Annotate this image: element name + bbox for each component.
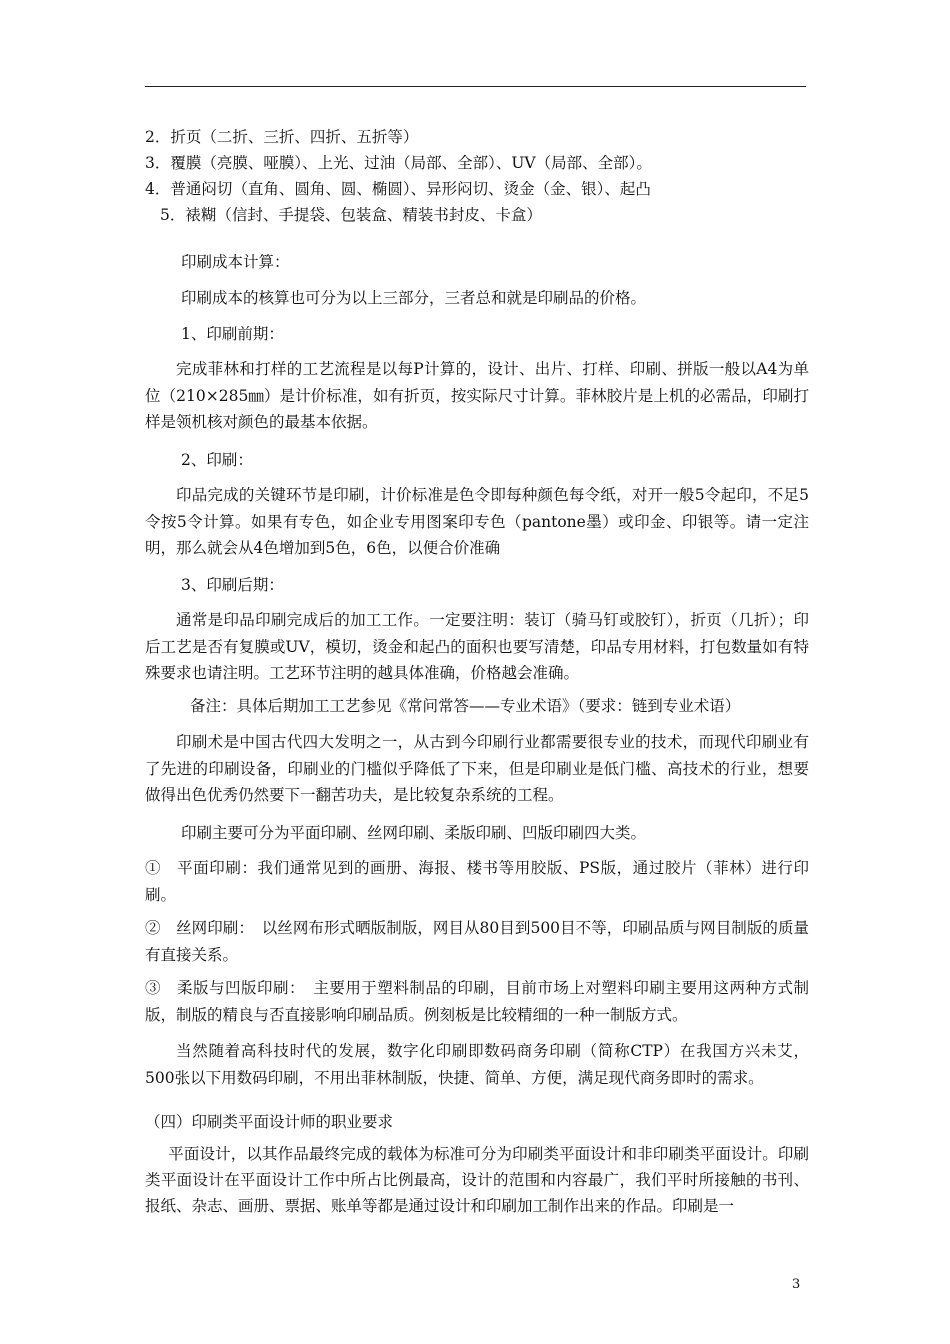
list-item-mounting: 5．裱糊（信封、手提袋、包装盒、精装书封皮、卡盒） bbox=[160, 206, 542, 224]
cost-title: 印刷成本计算： bbox=[181, 253, 290, 271]
pre-press-body: 完成菲林和打样的工艺流程是以每P计算的，设计、出片、打样、印刷、拼版一般以A4为单位（210×285㎜）是计价标准，如有折页，按实际尺寸计算。菲林胶片是上机的必需品，印刷打样是领机核对颜色的最基本依据。 bbox=[145, 360, 809, 431]
type-flexo-gravure: ③ 柔版与凹版印刷： 主要用于塑料制品的印刷，目前市场上对塑料印刷主要用这两种方式制版，制版的精良与否直接影响印刷品质。例刻板是比较精细的一种一制版方式。 bbox=[145, 979, 809, 1024]
printing-title: 2、印刷： bbox=[181, 451, 253, 469]
cost-intro: 印刷成本的核算也可分为以上三部分，三者总和就是印刷品的价格。 bbox=[181, 289, 647, 307]
section-4-title: （四）印刷类平面设计师的职业要求 bbox=[145, 1113, 394, 1131]
printing-body: 印品完成的关键环节是印刷，计价标准是色令即每种颜色每令纸，对开一般5令起印，不足5令按5令计算。如果有专色，如企业专用图案印专色（pantone墨）或印金、印银等。请一定注明，那么就会从4色增加到5色，6色，以便合价准确 bbox=[145, 486, 809, 557]
type-offset: ① 平面印刷：我们通常见到的画册、海报、楼书等用胶版、PS版，通过胶片（菲林）进行印刷。 bbox=[145, 859, 809, 904]
digital-paragraph: 当然随着高科技时代的发展，数字化印刷即数码商务印刷（简称CTP）在我国方兴未艾，500张以下用数码印刷，不用出菲林制版，快捷、简单、方便，满足现代商务即时的需求。 bbox=[145, 1042, 809, 1087]
history-paragraph: 印刷术是中国古代四大发明之一，从古到今印刷行业都需要很专业的技术，而现代印刷业有了先进的印刷设备，印刷业的门槛似乎降低了下来，但是印刷业是低门槛、高技术的行业，想要做得出色优秀仍然要下一翻苦功夫，是比较复杂系统的工程。 bbox=[145, 733, 809, 804]
page-number: 3 bbox=[792, 1277, 801, 1292]
post-press-body: 通常是印品印刷完成后的加工工作。一定要注明：装订（骑马钉或胶钉），折页（几折）；印后工艺是否有复膜或UV，模切，烫金和起凸的面积也要写清楚，印品专用材料，打包数量如有特殊要求也请注明。工艺环节注明的越具体准确，价格越会准确。 bbox=[145, 611, 809, 682]
header-rule bbox=[145, 86, 806, 87]
list-item-fold: 2．折页（二折、三折、四折、五折等） bbox=[145, 128, 419, 146]
type-screen: ② 丝网印刷： 以丝网布形式晒版制版，网目从80目到500目不等，印刷品质与网目制版的质量有直接关系。 bbox=[145, 919, 809, 964]
types-intro: 印刷主要可分为平面印刷、丝网印刷、柔版印刷、凹版印刷四大类。 bbox=[181, 824, 647, 842]
section-4-body: 平面设计，以其作品最终完成的载体为标准可分为印刷类平面设计和非印刷类平面设计。印刷类平面设计在平面设计工作中所占比例最高，设计的范围和内容最广，我们平时所接触的书刊、报纸、杂志、画册、票据、账单等都是通过设计和印刷加工制作出来的作品。印刷是一 bbox=[145, 1145, 809, 1215]
post-press-title: 3、印刷后期： bbox=[181, 576, 284, 594]
list-item-die-cut: 4．普通闷切（直角、圆角、圆、椭圆）、异形闷切、烫金（金、银）、起凸 bbox=[145, 180, 651, 198]
list-item-lamination: 3．覆膜（亮膜、哑膜）、上光、过油（局部、全部）、UV（局部、全部）。 bbox=[145, 154, 652, 172]
note: 备注：具体后期加工工艺参见《常问常答——专业术语》（要求：链到专业术语） bbox=[190, 697, 741, 715]
pre-press-title: 1、印刷前期： bbox=[181, 325, 284, 343]
